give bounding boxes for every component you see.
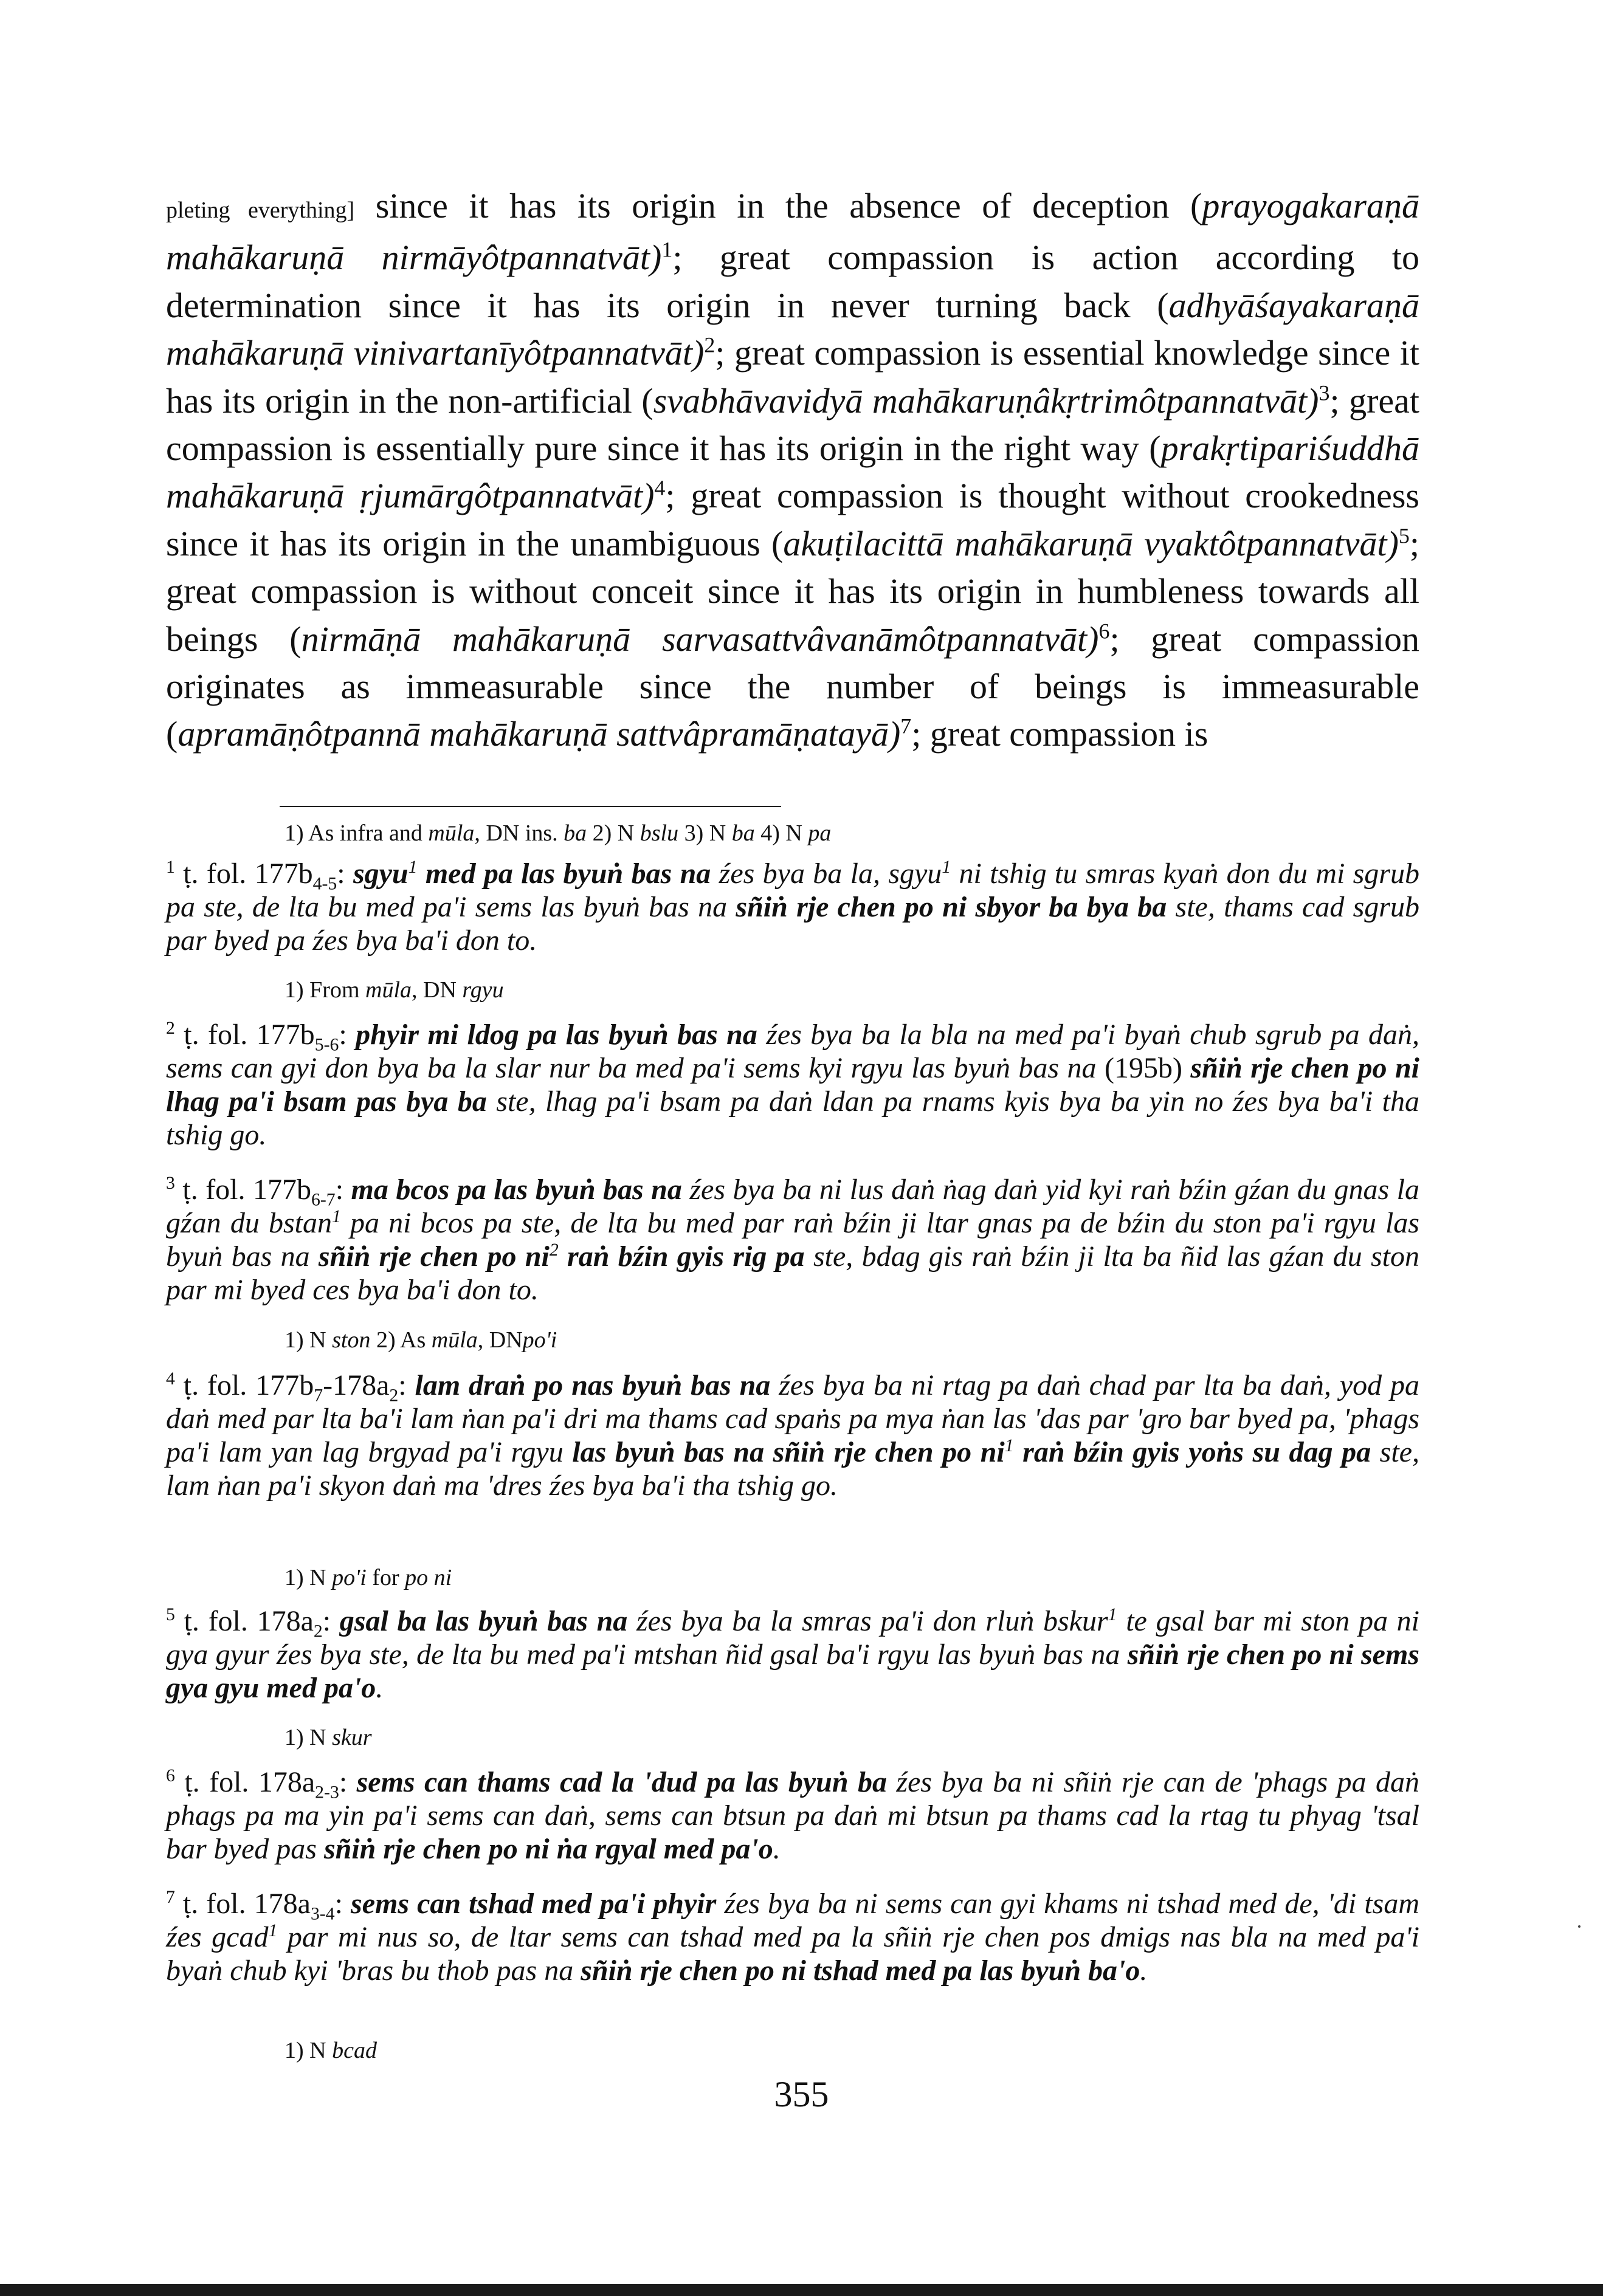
folio-ref: ṭ. fol. 178a — [174, 1766, 315, 1798]
variant-marker: 1 — [1004, 1435, 1014, 1456]
commentary-text: ste, lam ṅan pa'i skyon daṅ ma 'dres źes bya ba'i tha tshig go. — [166, 1436, 1420, 1502]
main-text-run: ; great compassion originates as immeasurable since the number of beings is immeasurable ( — [166, 619, 1420, 754]
crit-italic: rgyu — [462, 977, 504, 1003]
folio-line: 3-4 — [310, 1903, 335, 1924]
footnote-number: 7 — [166, 1887, 175, 1907]
main-paragraph — [166, 182, 1419, 758]
main-text-run: ; great compassion is essential knowledge since it has its origin in the non-artificial ( — [166, 333, 1419, 421]
quoted-root-text: sñiṅ rje chen po ni — [318, 1240, 550, 1273]
folio-ref: ṭ. fol. 177b — [174, 1369, 314, 1401]
folio-ref: ṭ. fol. 178a — [174, 1605, 314, 1637]
footnote-7 — [166, 1887, 1419, 1987]
folio-ref: ṭ. fol. 178a — [174, 1888, 311, 1920]
crit-italic: ba — [564, 820, 587, 846]
separator: : — [339, 1019, 356, 1051]
quoted-root-text: sñiṅ rje chen po ni tshad med pa las byuṅ ba'o — [581, 1954, 1140, 1987]
commentary-text: źes bya ba ni rtag pa daṅ chad par lta ba daṅ, yod pa daṅ med par lta ba'i lam ṅan pa'i dri ma thams cad spaṅs pa mya ṅan las 'das par 'gro bar byed pa, 'phags pa'i lam yan lag brgyad pa'i rgyu — [166, 1369, 1420, 1468]
footnote-5 — [166, 1604, 1419, 1705]
scan-speck — [1578, 1925, 1581, 1928]
commentary-text: źes bya ba la bla na med pa'i byaṅ chub sgrub pa daṅ, sems can gyi don bya ba la slar nur ba med pa'i sems kyi rgyu las byuṅ bas na — [166, 1019, 1419, 1084]
commentary-text: źes bya ba ni sems can gyi khams ni tshad med de, 'di tsam źes gcad — [166, 1888, 1419, 1953]
sanskrit-term: nirmāṇā mahākaruṇā sarvasattvâvanāmôtpannatvāt — [301, 619, 1088, 659]
paren-close: ) — [1087, 619, 1099, 659]
crit-italic: po ni — [405, 1565, 452, 1590]
separator: : — [339, 1766, 357, 1798]
lemma: sems can tshad med pa'i phyir — [351, 1888, 717, 1920]
crit-text: 1) N — [284, 2038, 333, 2063]
commentary-text: ste, lhag pa'i bsam pa daṅ ldan pa rnams kyis bya ba yin no źes bya ba'i tha tshig go. — [166, 1085, 1420, 1151]
crit-text: 2) As — [370, 1327, 432, 1353]
quoted-root-text: sñiṅ rje chen po ni sems gya gyu med pa'o — [166, 1638, 1419, 1704]
footnote-number: 1 — [166, 857, 175, 877]
crit-text: , DN ins. — [474, 820, 564, 846]
commentary-text: ste, bdag gis raṅ bźin ji lta ba ñid las gźan du ston par mi byed ces bya ba'i don to. — [166, 1240, 1420, 1306]
folio-line: 2-3 — [315, 1782, 339, 1803]
page-number: 355 — [774, 2074, 829, 2114]
crit-text: 3) N — [678, 820, 732, 846]
crit-text: 1) N — [284, 1327, 333, 1353]
period: . — [376, 1672, 384, 1704]
paren-close: ) — [650, 238, 662, 278]
footnote-number: 5 — [166, 1604, 175, 1624]
folio-ref: ṭ. fol. 177b — [174, 1174, 312, 1206]
quoted-root-text: las byuṅ bas na sñiṅ rje chen po ni — [572, 1436, 1005, 1468]
crit-text: 1) From — [284, 977, 365, 1003]
folio-ref: ṭ. fol. 177b — [174, 858, 313, 890]
period: . — [773, 1833, 781, 1865]
footnote-marker: 4 — [654, 476, 666, 501]
commentary-text: źes bya ba ni sñiṅ rje can de 'phags pa daṅ phags pa ma yin pa'i sems can daṅ, sems can btsun pa daṅ mi btsun pa thams cad la rtag tu phyag 'tsal bar byed pas — [166, 1766, 1419, 1865]
footnote-marker: 6 — [1098, 619, 1110, 644]
crit-italic: pa — [808, 820, 832, 846]
critical-note-4 — [284, 1563, 452, 1592]
footnote-2 — [166, 1018, 1419, 1152]
main-text-block — [166, 182, 1419, 758]
separator: : — [335, 1174, 351, 1206]
critical-note-7 — [284, 2036, 377, 2065]
quoted-root-text: sñiṅ rje chen po ni lhag pa'i bsam pas bya ba — [166, 1052, 1419, 1118]
commentary-text: par mi nus so, de ltar sems can tshad med pa la sñiṅ rje chen pos dmigs nas bla na med pa'i byaṅ chub kyi 'bras bu thob pas na — [166, 1921, 1420, 1987]
crit-italic: mūla — [428, 820, 475, 846]
commentary-text: ste, thams cad sgrub par byed pa źes bya ba'i don to. — [166, 891, 1419, 957]
sanskrit-term: prakṛtipariśuddhā mahākaruṇā ṛjumārgôtpannatvāt — [166, 428, 1419, 516]
continuation-fragment: pleting everything] — [166, 198, 355, 223]
folio-line: 5-6 — [314, 1034, 339, 1055]
folio-ref: -178a — [323, 1369, 390, 1401]
sanskrit-term: prayogakaraṇā mahākaruṇā nirmāyôtpannatvāt — [166, 186, 1419, 278]
quoted-root-text: sñiṅ rje chen po ni ṅa rgyal med pa'o — [323, 1833, 773, 1865]
footnote-number: 3 — [166, 1173, 175, 1193]
quoted-root-text: raṅ bźin gyis yoṅs su dag pa — [1013, 1436, 1371, 1468]
critical-note-main — [284, 819, 831, 848]
crit-text: 1) N — [284, 1725, 333, 1750]
critical-note-5 — [284, 1723, 372, 1752]
commentary-text: te gsal bar mi ston pa ni gya gyur źes bya ste, de lta bu med pa'i mtshan ñid gsal ba'i rgyu las byuṅ bas na — [166, 1605, 1419, 1671]
footnote-marker: 1 — [661, 238, 673, 263]
crit-italic: po'i — [522, 1327, 557, 1353]
footnote-marker: 5 — [1398, 523, 1410, 548]
crit-text: for — [366, 1565, 405, 1590]
separator: : — [334, 1888, 351, 1920]
footnote-6 — [166, 1765, 1419, 1866]
commentary-text: źes bya ba la, sgyu — [711, 858, 942, 890]
footnote-number: 4 — [166, 1369, 175, 1389]
quoted-root-text: raṅ bźin gyis rig pa — [558, 1240, 805, 1273]
sanskrit-term: apramāṇôtpannā mahākaruṇā sattvâpramāṇatayā — [178, 714, 889, 754]
crit-italic: skur — [332, 1725, 372, 1750]
main-text-run: ; great compassion is thought without crookedness since it has its origin in the unambiguous ( — [166, 476, 1419, 563]
quoted-root-text: sñiṅ rje chen po ni sbyor ba bya ba — [736, 891, 1167, 923]
footnote-number: 6 — [166, 1765, 175, 1786]
crit-text: 2) N — [587, 820, 640, 846]
crit-text: 1) As infra and — [284, 820, 429, 846]
footnote-marker: 2 — [704, 332, 715, 357]
separator: : — [398, 1369, 415, 1401]
variant-marker: 1 — [942, 857, 951, 877]
paren-close: ) — [1307, 380, 1319, 421]
main-text-run: since it has its origin in the absence of deception ( — [354, 186, 1202, 225]
folio-line: 4-5 — [312, 873, 337, 894]
variant-marker: 2 — [549, 1240, 559, 1260]
crit-italic: mūla — [365, 977, 412, 1003]
folio-line: 7 — [314, 1385, 323, 1406]
lemma: lam draṅ po nas byuṅ bas na — [415, 1369, 771, 1401]
sanskrit-term: adhyāśayakaraṇā mahākaruṇā vinivartanīyôtpannatvāt — [166, 285, 1419, 373]
space — [1182, 1052, 1190, 1084]
paren-close: ) — [888, 714, 901, 754]
sanskrit-term: akuṭilacittā mahākaruṇā vyaktôtpannatvāt — [783, 523, 1387, 563]
variant-marker: 1 — [1108, 1604, 1117, 1624]
lemma: med pa las byuṅ bas na — [417, 858, 711, 890]
paren-close: ) — [643, 476, 655, 516]
crit-italic: ba — [731, 820, 755, 846]
main-text-run: ; great compassion is action according to determination since it has its origin in never turning back ( — [166, 238, 1420, 325]
scan-bottom-edge — [0, 2284, 1603, 2296]
variant-marker: 1 — [268, 1920, 278, 1940]
crit-italic: bslu — [639, 820, 679, 846]
crit-italic: ston — [332, 1327, 371, 1353]
critical-note-1 — [284, 975, 504, 1005]
sanskrit-term: svabhāvavidyā mahākaruṇâkṛtrimôtpannatvāt — [653, 380, 1308, 421]
commentary-text: źes bya ba la smras pa'i don rluṅ bskur — [627, 1605, 1108, 1637]
crit-text: 4) N — [754, 820, 808, 846]
variant-marker: 1 — [331, 1206, 341, 1226]
paren-close: ) — [1387, 523, 1399, 563]
crit-italic: mūla — [431, 1327, 478, 1353]
commentary-text: źes bya ba ni lus daṅ ṅag daṅ yid kyi raṅ bźin gźan du gnas la gźan du bstan — [166, 1174, 1420, 1239]
commentary-text: pa ni bcos pa ste, de lta bu med par raṅ bźin ji ltar gnas pa de bźin du ston pa'i rgyu las byuṅ bas na — [166, 1207, 1419, 1273]
footnote-4 — [166, 1369, 1419, 1502]
footnote-marker: 3 — [1319, 380, 1330, 405]
crit-text: , DN — [477, 1327, 523, 1353]
period: . — [1140, 1954, 1148, 1987]
lemma: phyir mi ldog pa las byuṅ bas na — [356, 1019, 757, 1051]
main-text-run: ; great compassion is essentially pure since it has its origin in the right way ( — [166, 380, 1419, 469]
lemma: sgyu — [353, 858, 409, 890]
crit-italic: po'i — [332, 1565, 367, 1590]
separator: : — [337, 858, 353, 890]
footnote-3 — [166, 1173, 1419, 1307]
footnote-marker: 7 — [900, 714, 912, 739]
footnote-1 — [166, 857, 1419, 957]
folio-ref: ṭ. fol. 177b — [174, 1019, 315, 1051]
folio-line: 2 — [389, 1385, 399, 1406]
variant-marker: 1 — [408, 857, 418, 877]
commentary-text: ni tshig tu smras kyaṅ don du mi sgrub pa ste, de lta bu med pa'i sems las byuṅ bas na — [166, 858, 1419, 923]
lemma: sems can thams cad la 'dud pa las byuṅ ba — [356, 1766, 887, 1798]
critical-note-3 — [284, 1325, 557, 1355]
folio-marker: (195b) — [1104, 1052, 1182, 1084]
lemma: ma bcos pa las byuṅ bas na — [351, 1174, 682, 1206]
crit-text: , DN — [412, 977, 463, 1003]
folio-line: 6-7 — [311, 1189, 336, 1210]
folio-line: 2 — [313, 1621, 323, 1641]
lemma: gsal ba las byuṅ bas na — [339, 1605, 628, 1637]
paren-close: ) — [692, 333, 705, 373]
crit-text: 1) N — [284, 1565, 333, 1590]
footnote-rule — [280, 806, 781, 807]
main-text-run: ; great compassion is — [911, 714, 1208, 754]
main-text-run: ; great compassion is without conceit since it has its origin in humbleness towards all beings ( — [166, 523, 1419, 659]
crit-italic: bcad — [332, 2038, 377, 2063]
separator: : — [322, 1605, 340, 1637]
footnote-number: 2 — [166, 1018, 175, 1038]
